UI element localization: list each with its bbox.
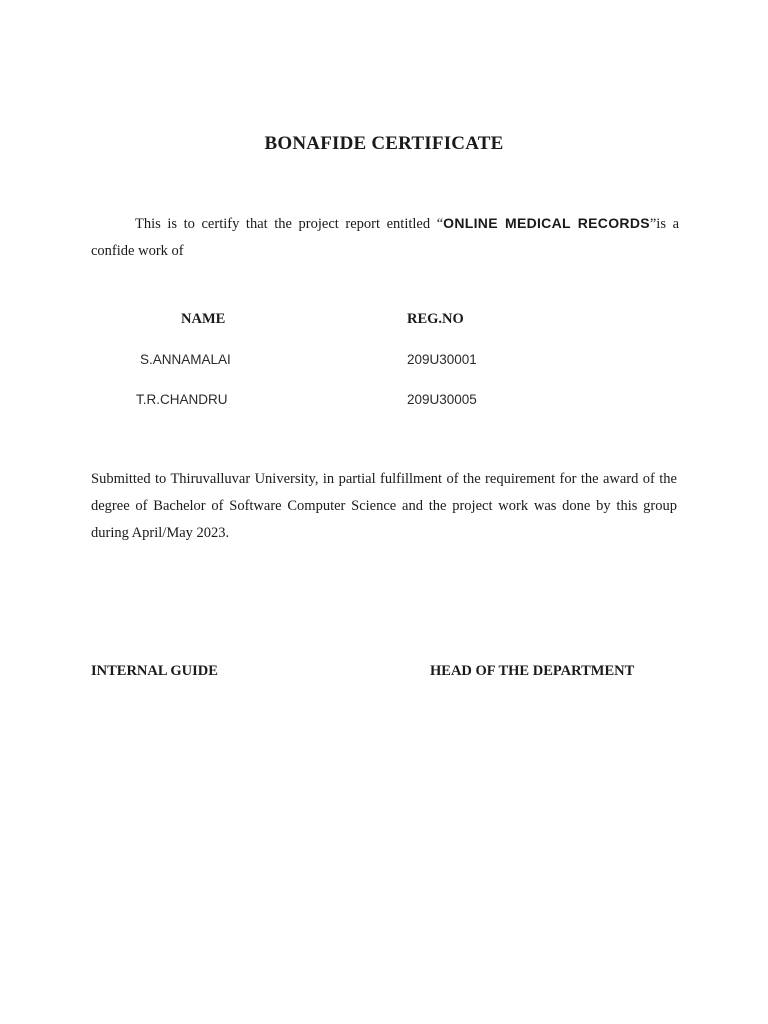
internal-guide-label: INTERNAL GUIDE [91, 663, 218, 679]
statement-prefix: This is to certify that the project report entitled “ [135, 216, 444, 232]
head-of-department-label: HEAD OF THE DEPARTMENT [430, 663, 635, 679]
name-column-header: NAME [181, 311, 226, 327]
student-reg-no: 209U30005 [407, 392, 477, 407]
student-reg-no: 209U30001 [407, 352, 477, 367]
submission-paragraph: Submitted to Thiruvalluvar University, in partial fulfillment of the requirement for the award of the degree of Bachelor of Software Computer Science and the project work was done by this group during April/May 2023. [91, 471, 677, 541]
student-name: S.ANNAMALAI [140, 352, 231, 367]
statement-suffix: ”is a confide work of [91, 216, 680, 259]
project-title: ONLINE MEDICAL RECORDS [443, 215, 650, 231]
certification-statement [91, 210, 679, 265]
regno-column-header: REG.NO [407, 311, 464, 327]
page-title: BONAFIDE CERTIFICATE [264, 133, 504, 154]
student-name: T.R.CHANDRU [136, 392, 228, 407]
